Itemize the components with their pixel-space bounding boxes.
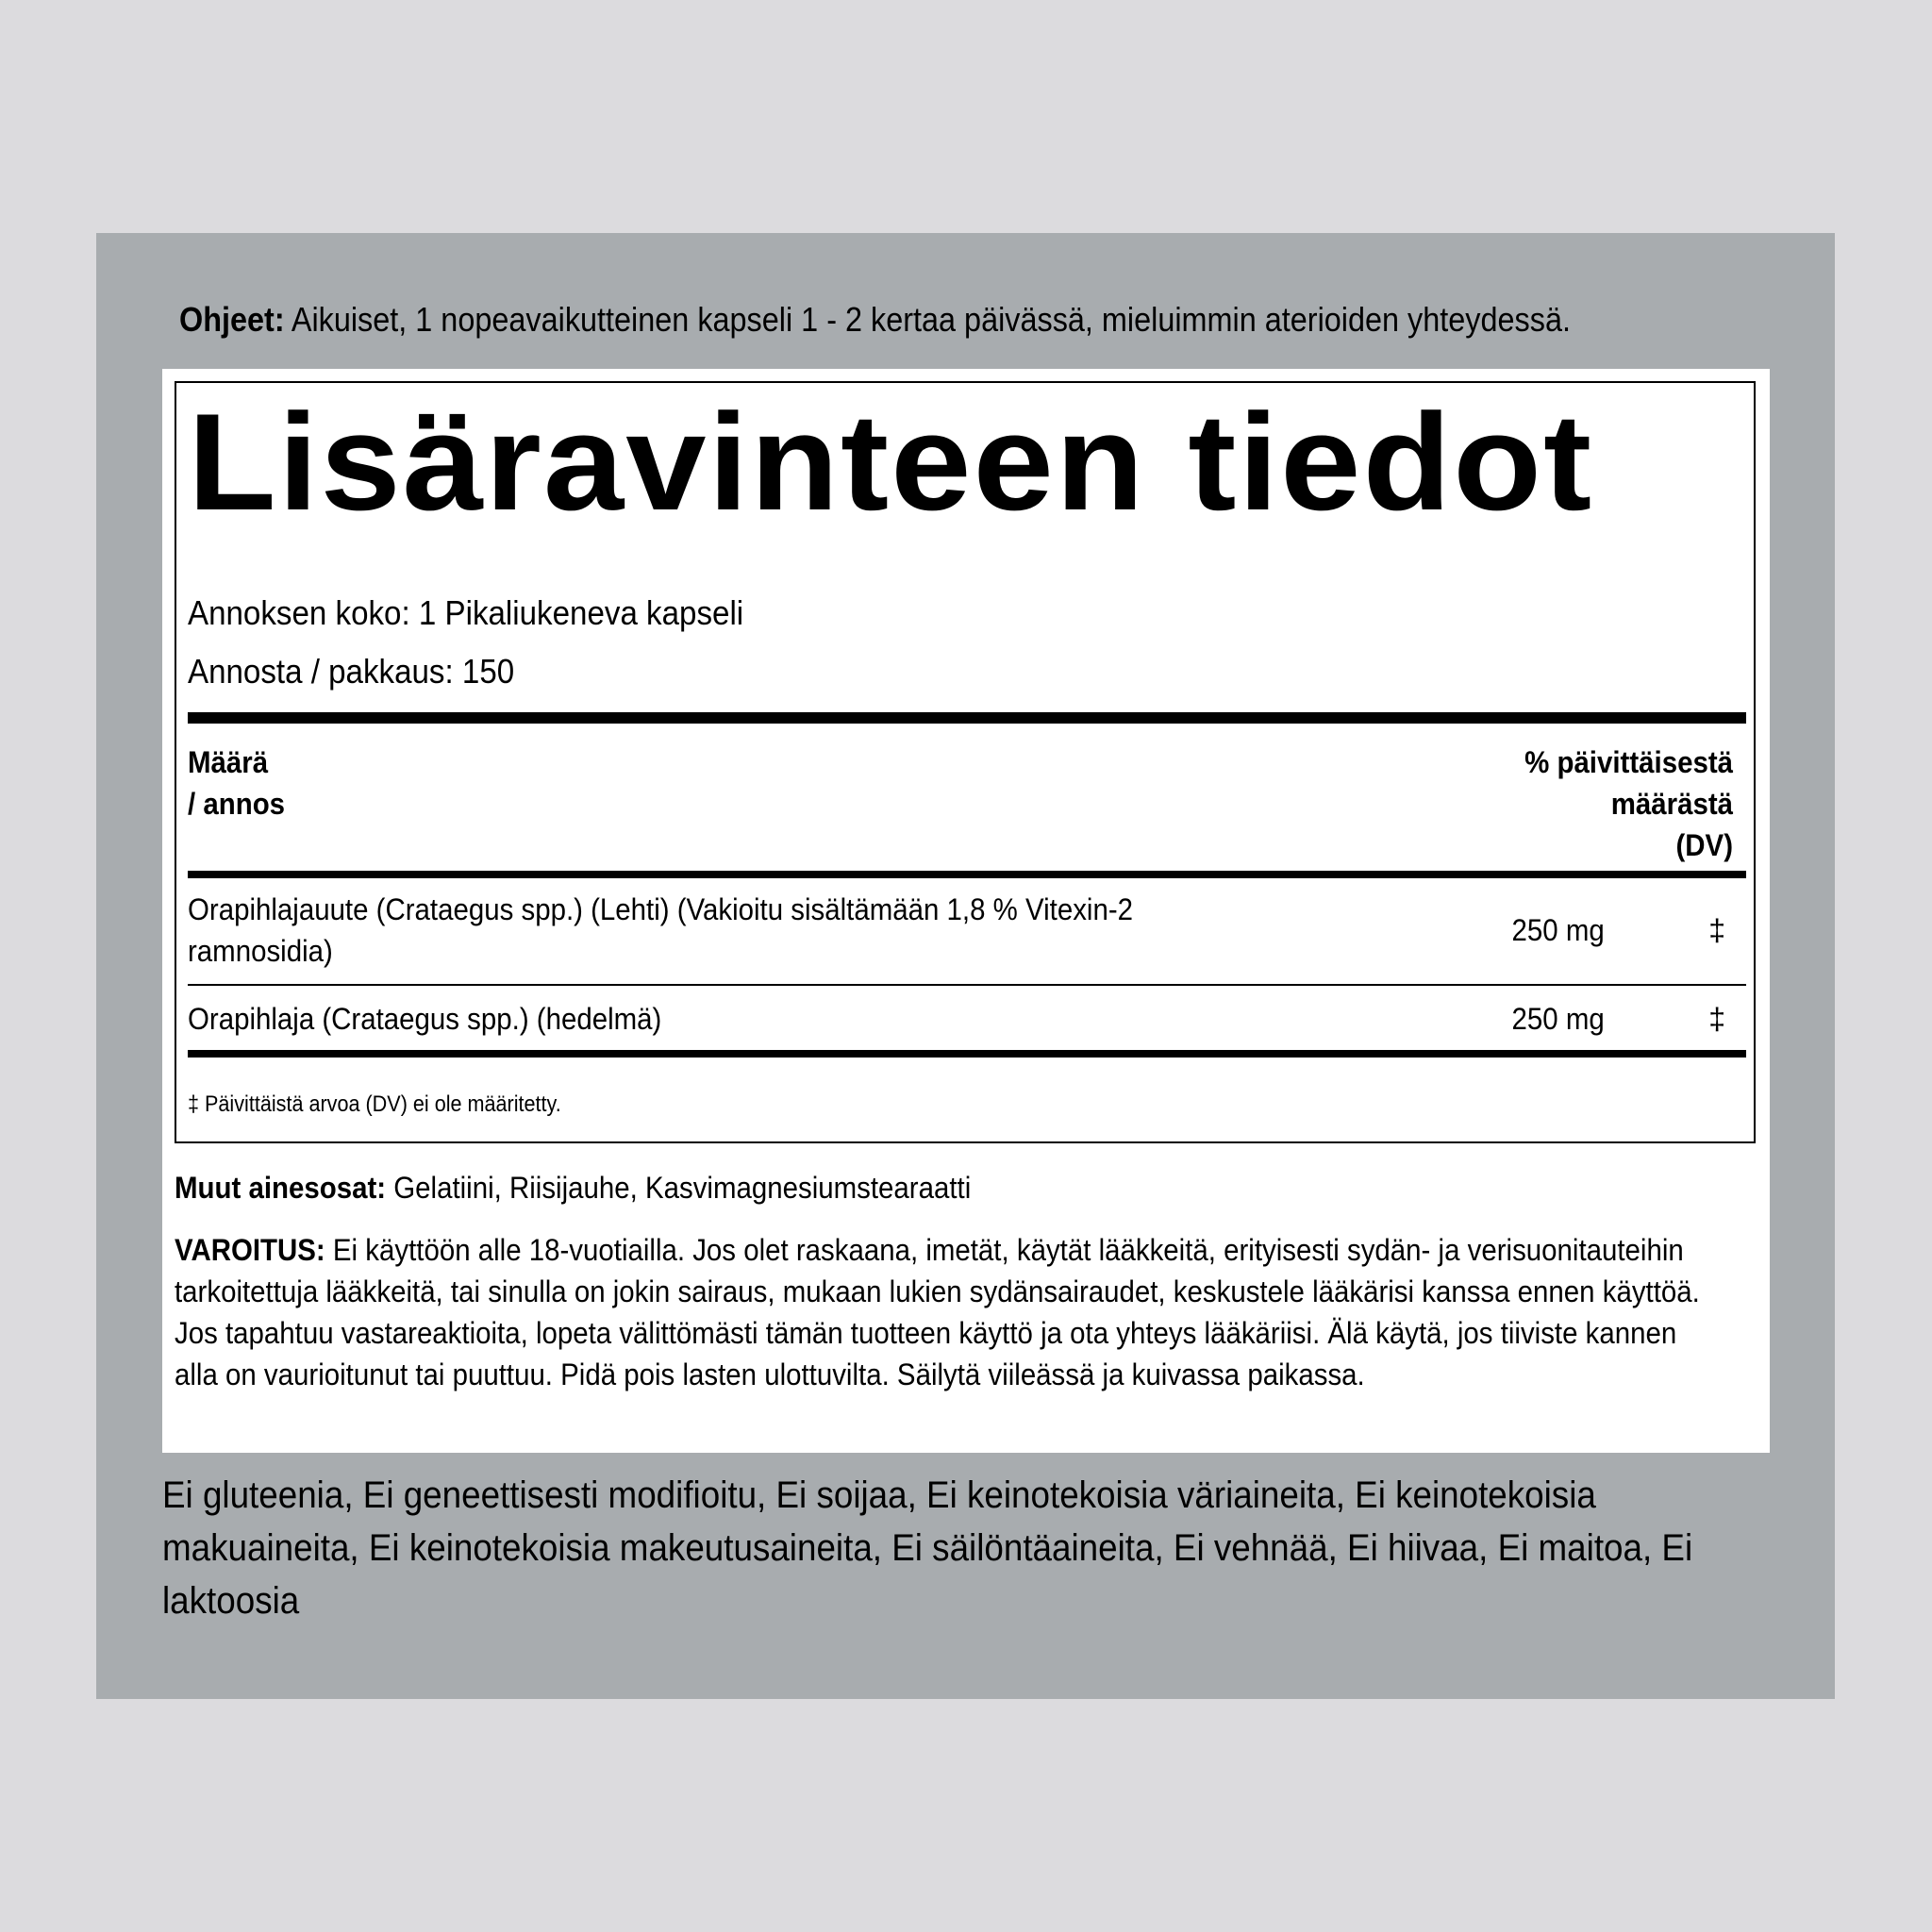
divider-medium — [188, 871, 1746, 878]
header-left-line: / annos — [188, 787, 286, 821]
divider-medium — [188, 1050, 1746, 1058]
other-ingredients — [175, 1167, 971, 1208]
amount-per-serving-header — [188, 741, 285, 824]
divider-thick — [188, 712, 1746, 724]
dv-footnote: ‡ Päivittäistä arvoa (DV) ei ole määritetty. — [188, 1091, 561, 1117]
directions-label: Ohjeet: — [179, 300, 285, 339]
directions — [179, 299, 1623, 341]
header-right-line: % päivittäisestä — [1524, 745, 1733, 779]
header-right-line: (DV) — [1675, 828, 1733, 862]
header-left-line: Määrä — [188, 745, 269, 779]
label-panel — [96, 233, 1835, 1699]
facts-title: Lisäravinteen tiedot — [188, 385, 1594, 539]
other-ingredients-text: Gelatiini, Riisijauhe, Kasvimagnesiumstearaatti — [386, 1171, 972, 1205]
daily-value-header — [1456, 741, 1733, 866]
warning — [175, 1229, 1707, 1395]
directions-text: Aikuiset, 1 nopeavaikutteinen kapseli 1 - 2 kertaa päivässä, mieluimmin aterioiden yhteydessä. — [284, 300, 1571, 339]
ingredient-amount: 250 mg — [1511, 1002, 1605, 1036]
ingredient-name: Orapihlajauute (Crataegus spp.) (Lehti) (Vakioitu sisältämään 1,8 % Vitexin-2 ramnosidia) — [188, 892, 1134, 968]
serving-size: Annoksen koko: 1 Pikaliukeneva kapseli — [188, 593, 744, 632]
other-ingredients-label: Muut ainesosat: — [175, 1171, 387, 1205]
supplement-facts-box — [175, 381, 1756, 1143]
servings-per-container: Annosta / pakkaus: 150 — [188, 652, 515, 691]
divider-thin — [188, 984, 1746, 986]
ingredient-dv: ‡ — [1708, 913, 1725, 947]
ingredient-amount: 250 mg — [1511, 913, 1605, 947]
header-right-line: määrästä — [1610, 787, 1733, 821]
ingredient-name: Orapihlaja (Crataegus spp.) (hedelmä) — [188, 1002, 662, 1036]
ingredient-dv: ‡ — [1708, 1002, 1725, 1036]
label-content-box — [162, 369, 1770, 1453]
warning-text: Ei käyttöön alle 18-vuotiailla. Jos olet raskaana, imetät, käytät lääkkeitä, erityisesti sydän- ja verisuonitauteihin tarkoitettuja lääkkeitä, tai sinulla on jokin sairaus, mukaan lukien sydänsairaudet, keskustele lääkärisi kanssa ennen käyttöä. Jos tapahtuu vastareaktioita, lopeta välittömästi tämän tuotteen käyttö ja ota yhteys lääkäriisi. Älä käytä, jos tiiviste kannen alla on vaurioitunut tai puuttuu. Pidä pois lasten ulottuvilta. Säilytä viileässä ja kuivassa paikassa. — [175, 1233, 1700, 1391]
free-from-statement: Ei gluteenia, Ei geneettisesti modifioitu, Ei soijaa, Ei keinotekoisia väriaineita, Ei keinotekoisia makuaineita, Ei keinotekoisia makeutusaineita, Ei säilöntäaineita, Ei vehnää, Ei hiivaa, Ei maitoa, Ei laktoosia — [162, 1474, 1693, 1622]
warning-label: VAROITUS: — [175, 1233, 325, 1267]
